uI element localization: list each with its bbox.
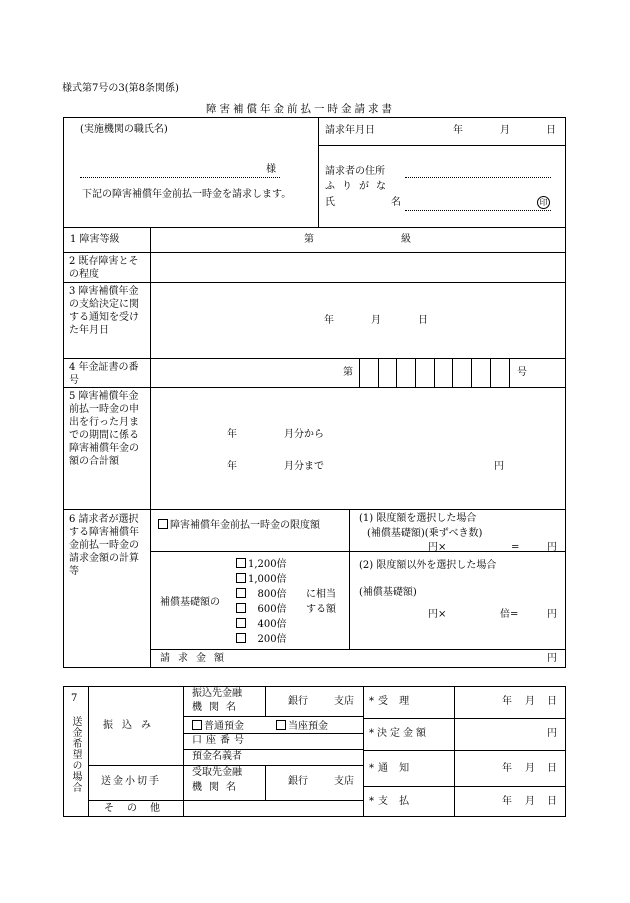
- grade-dai: 第: [304, 234, 314, 245]
- limit-option-label: 障害補償年金前払一時金の限度額: [170, 520, 320, 531]
- checkbox-800[interactable]: [236, 588, 246, 598]
- payment-month: 月: [525, 796, 535, 807]
- remit-side-label: 送金希望の場合: [70, 716, 81, 793]
- form-number: 様式第7号の3(第8条関係): [62, 83, 179, 94]
- multiplier-label: 600倍: [257, 604, 287, 615]
- notice-year: 年: [324, 315, 334, 326]
- row3-label: 3 障害補償年金の支給決定に関する通知を受けた年月日: [69, 286, 139, 336]
- multiplier-list: [236, 557, 287, 647]
- period-from: 月分から: [284, 429, 324, 440]
- received-year: 年: [502, 696, 512, 707]
- multiplier-label: 1,000倍: [248, 574, 287, 585]
- payment-label: *支 払: [369, 796, 414, 807]
- page-title: 障害補償年金前払一時金請求書: [206, 103, 395, 115]
- furigana-label: ふりがな: [325, 181, 393, 192]
- current-label: 当座預金: [288, 721, 328, 732]
- notice-year-office: 年: [502, 763, 512, 774]
- basis-label: 補償基礎額の: [160, 597, 220, 608]
- cert-dai: 第: [343, 367, 353, 378]
- checkbox-200[interactable]: [236, 633, 246, 643]
- request-statement: 下記の障害補償年金前払一時金を請求します。: [82, 189, 292, 200]
- row5-label: 5 障害補償年金前払一時金の申出を行った月までの期間に係る障害補償年金の額の合計額: [69, 391, 139, 467]
- option1-title: (1) 限度額を選択した場合: [359, 513, 477, 524]
- check-label: 送金小切手: [101, 776, 161, 787]
- bank-label-2: 銀行: [288, 776, 308, 787]
- payment-day: 日: [547, 796, 557, 807]
- multiplier-1200[interactable]: [236, 557, 287, 572]
- ordinary-deposit[interactable]: [192, 720, 244, 732]
- request-date-label: 請求年月日: [325, 125, 375, 136]
- checkbox-1000[interactable]: [236, 573, 246, 583]
- notice-day-office: 日: [547, 763, 557, 774]
- recv-inst-label-1: 受取先金融: [192, 767, 242, 778]
- transfer-label: 振込み: [103, 720, 160, 731]
- notice-month-office: 月: [525, 763, 535, 774]
- current-deposit[interactable]: [276, 720, 328, 732]
- period-year-to: 年: [227, 461, 237, 472]
- received-label: *受 理: [369, 696, 414, 707]
- account-name-label: 預金名義者: [192, 751, 242, 762]
- option2-bai: 倍=: [500, 609, 519, 620]
- notice-label: *通 知: [369, 763, 414, 774]
- multiplier-label: 200倍: [257, 634, 287, 645]
- claim-amount-yen: 円: [547, 653, 557, 664]
- option2-title: (2) 限度額以外を選択した場合: [359, 560, 497, 571]
- multiplier-label: 800倍: [257, 589, 287, 600]
- address-label: 請求者の住所: [325, 166, 385, 177]
- checkbox-1200[interactable]: [236, 558, 246, 568]
- branch-label: 支店: [334, 696, 354, 707]
- multiplier-200[interactable]: [236, 632, 287, 647]
- request-day: 日: [546, 125, 556, 136]
- multiplier-600[interactable]: [236, 602, 287, 617]
- notice-day: 日: [418, 315, 428, 326]
- name-label-1: 氏: [325, 197, 335, 208]
- payment-year: 年: [502, 796, 512, 807]
- multiplier-400[interactable]: [236, 617, 287, 632]
- checkbox-400[interactable]: [236, 618, 246, 628]
- cert-go: 号: [517, 367, 527, 378]
- option1-yen2: 円: [547, 542, 557, 553]
- equivalent-1: に相当: [306, 589, 336, 600]
- checkbox-600[interactable]: [236, 603, 246, 613]
- honorific: 様: [266, 164, 276, 175]
- received-day: 日: [547, 696, 557, 707]
- row4-label: 4 年金証書の番号: [69, 362, 139, 386]
- branch-label-2: 支店: [334, 776, 354, 787]
- name-label-2: 名: [391, 197, 401, 208]
- bank-label: 銀行: [288, 696, 308, 707]
- option2-yen: 円×: [428, 609, 447, 620]
- ordinary-checkbox[interactable]: [192, 720, 202, 730]
- multiplier-1000[interactable]: [236, 572, 287, 587]
- row2-label: 2 既存障害とその程度: [69, 256, 139, 280]
- seal-mark: 印: [537, 196, 550, 209]
- limit-option[interactable]: [158, 519, 346, 532]
- option1-sub: (補償基礎額)(乗ずべき数): [367, 528, 483, 539]
- institution-label: (実施機関の職氏名): [80, 124, 168, 135]
- notice-month: 月: [371, 315, 381, 326]
- bank-inst-label-1: 振込先金融: [192, 688, 242, 699]
- multiplier-800[interactable]: [236, 587, 287, 602]
- multiplier-label: 1,200倍: [248, 559, 287, 570]
- claim-amount-label: 請求金額: [160, 653, 232, 664]
- period-year-from: 年: [227, 429, 237, 440]
- request-month: 月: [500, 125, 510, 136]
- limit-checkbox[interactable]: [158, 519, 168, 529]
- option2-sub: (補償基礎額): [359, 587, 417, 598]
- decided-amount-label: *決定金額: [369, 728, 429, 739]
- total-yen: 円: [494, 461, 504, 472]
- option2-yen2: 円: [547, 609, 557, 620]
- period-to: 月分まで: [284, 461, 324, 472]
- recv-inst-label-2: 機関名: [192, 782, 243, 793]
- ordinary-label: 普通預金: [204, 721, 244, 732]
- multiplier-label: 400倍: [257, 619, 287, 630]
- received-month: 月: [525, 696, 535, 707]
- bank-inst-label-2: 機関名: [192, 702, 243, 713]
- decided-yen: 円: [547, 728, 557, 739]
- grade-kyu: 級: [401, 234, 411, 245]
- option1-equals: =: [511, 542, 520, 553]
- remit-side-number: 7: [71, 693, 78, 704]
- other-label: その他: [104, 803, 173, 814]
- row6-label: 6 請求者が選択する障害補償年金前払一時金の請求金額の計算等: [69, 514, 139, 577]
- row1-label: 1 障害等級: [70, 234, 120, 245]
- option1-yen: 円×: [428, 542, 447, 553]
- request-year: 年: [453, 125, 463, 136]
- current-checkbox[interactable]: [276, 720, 286, 730]
- equivalent-2: する額: [306, 604, 336, 615]
- account-number-label: 口座番号: [192, 735, 248, 746]
